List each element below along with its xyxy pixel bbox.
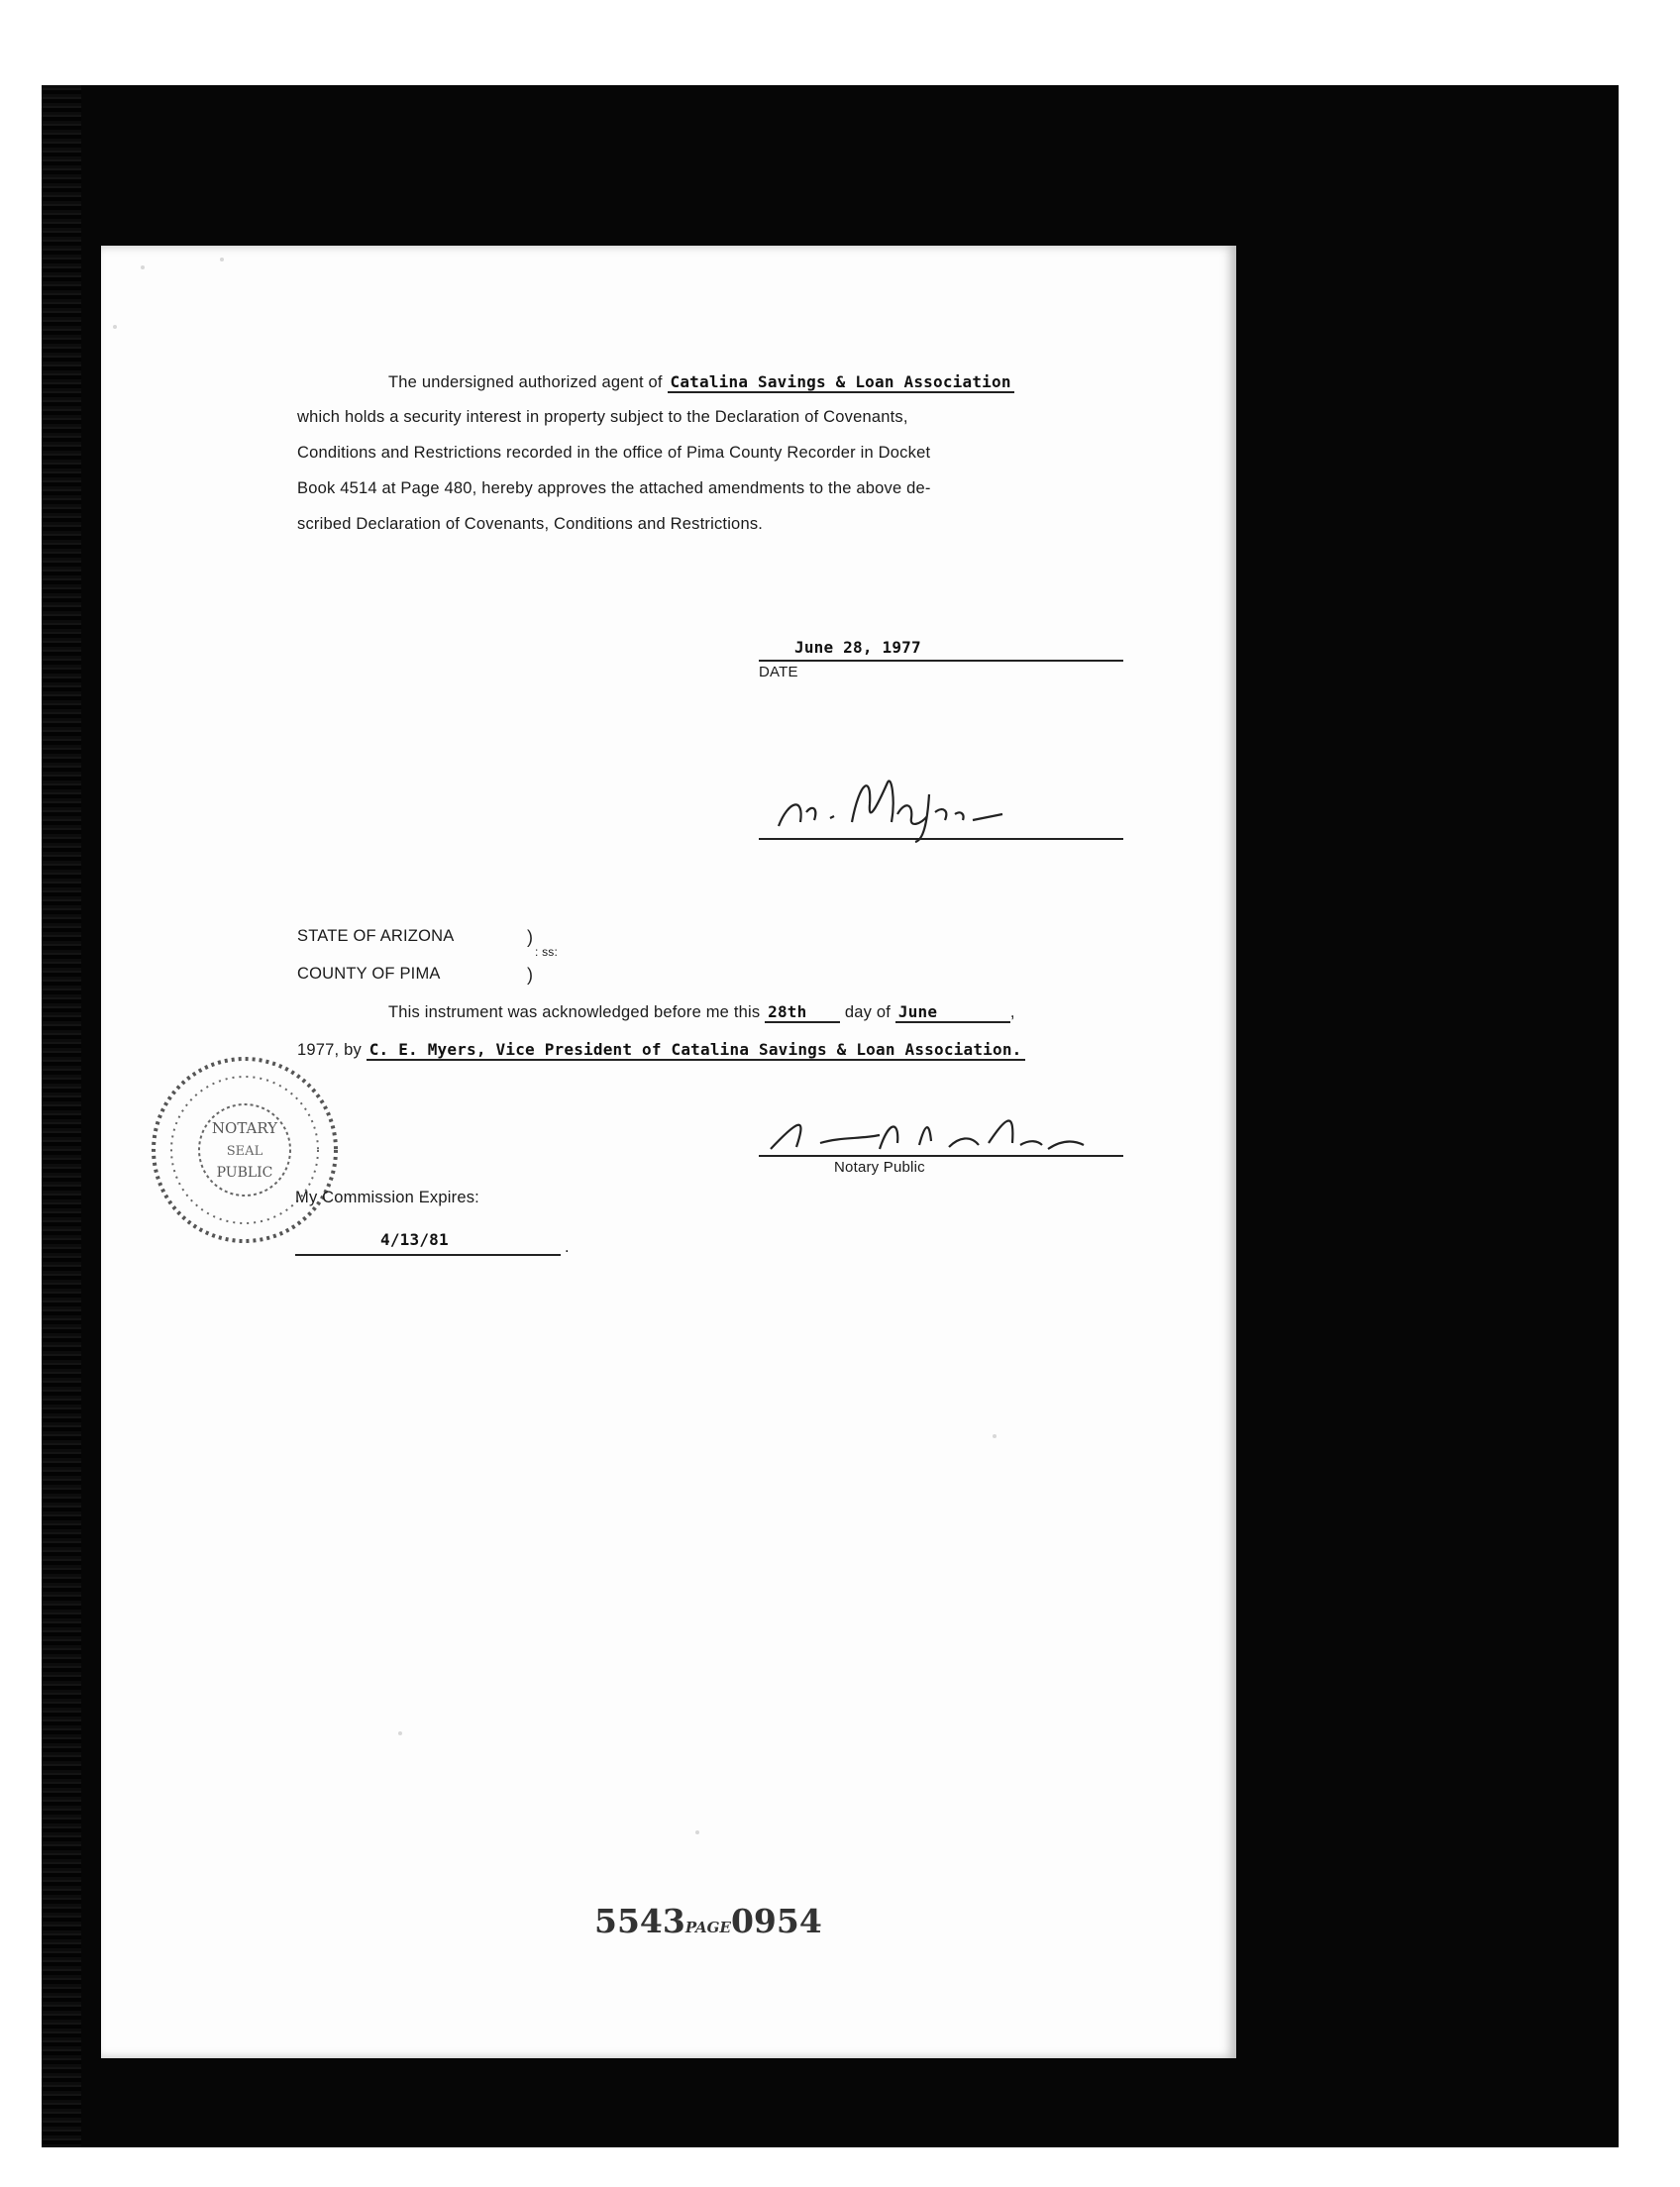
seal-line-3: PUBLIC [216, 1165, 273, 1181]
ack-line-2: 1977, by C. E. Myers, Vice President of Catalina Savings & Loan Association. [297, 1040, 1025, 1061]
agent-signature-line [759, 838, 1123, 840]
recording-book: 5543 [594, 1902, 685, 1940]
state-label: STATE OF ARIZONA [297, 927, 455, 945]
ack-month: June [895, 1002, 1010, 1023]
commission-label: My Commission Expires: [295, 1189, 479, 1206]
ack-day: 28th [765, 1002, 840, 1023]
county-label: COUNTY OF PIMA [297, 965, 441, 983]
agent-name: Catalina Savings & Loan Association [668, 372, 1014, 393]
venue-brace-top: ) [527, 927, 533, 947]
consent-line-4: Book 4514 at Page 480, hereby approves the attached amendments to the above de- [297, 479, 931, 497]
date-line [759, 660, 1123, 662]
document-page [101, 246, 1236, 2058]
consent-line-3: Conditions and Restrictions recorded in the office of Pima County Recorder in Docket [297, 444, 931, 462]
consent-line-5: scribed Declaration of Covenants, Conditions and Restrictions. [297, 515, 764, 533]
venue-brace-bottom: ) [527, 965, 533, 985]
commission-line [295, 1254, 561, 1256]
recording-number [594, 1902, 822, 1940]
recording-page: 0954 [730, 1902, 822, 1940]
notary-signature-line [759, 1155, 1123, 1157]
agent-signature [761, 761, 1098, 844]
notary-seal [141, 1046, 349, 1254]
ack-signer: C. E. Myers, Vice President of Catalina Savings & Loan Association. [367, 1040, 1025, 1061]
scan-edge-noise [42, 85, 81, 2147]
venue-ss: : ss: [535, 945, 559, 959]
notary-label: Notary Public [834, 1159, 925, 1176]
commission-period: . [565, 1238, 570, 1256]
seal-line-1: NOTARY [211, 1119, 278, 1137]
consent-line-2: which holds a security interest in property subject to the Declaration of Covenants, [297, 408, 908, 426]
consent-line-1: The undersigned authorized agent of Catalina Savings & Loan Association [388, 372, 1014, 393]
seal-line-2: SEAL [226, 1144, 263, 1159]
commission-date: 4/13/81 [380, 1230, 449, 1249]
date-value: June 28, 1977 [794, 638, 921, 657]
ack-line-1: This instrument was acknowledged before me this 28th day of June , [388, 1002, 1015, 1021]
date-label: DATE [759, 664, 798, 680]
recording-page-label: PAGE [684, 1919, 731, 1936]
